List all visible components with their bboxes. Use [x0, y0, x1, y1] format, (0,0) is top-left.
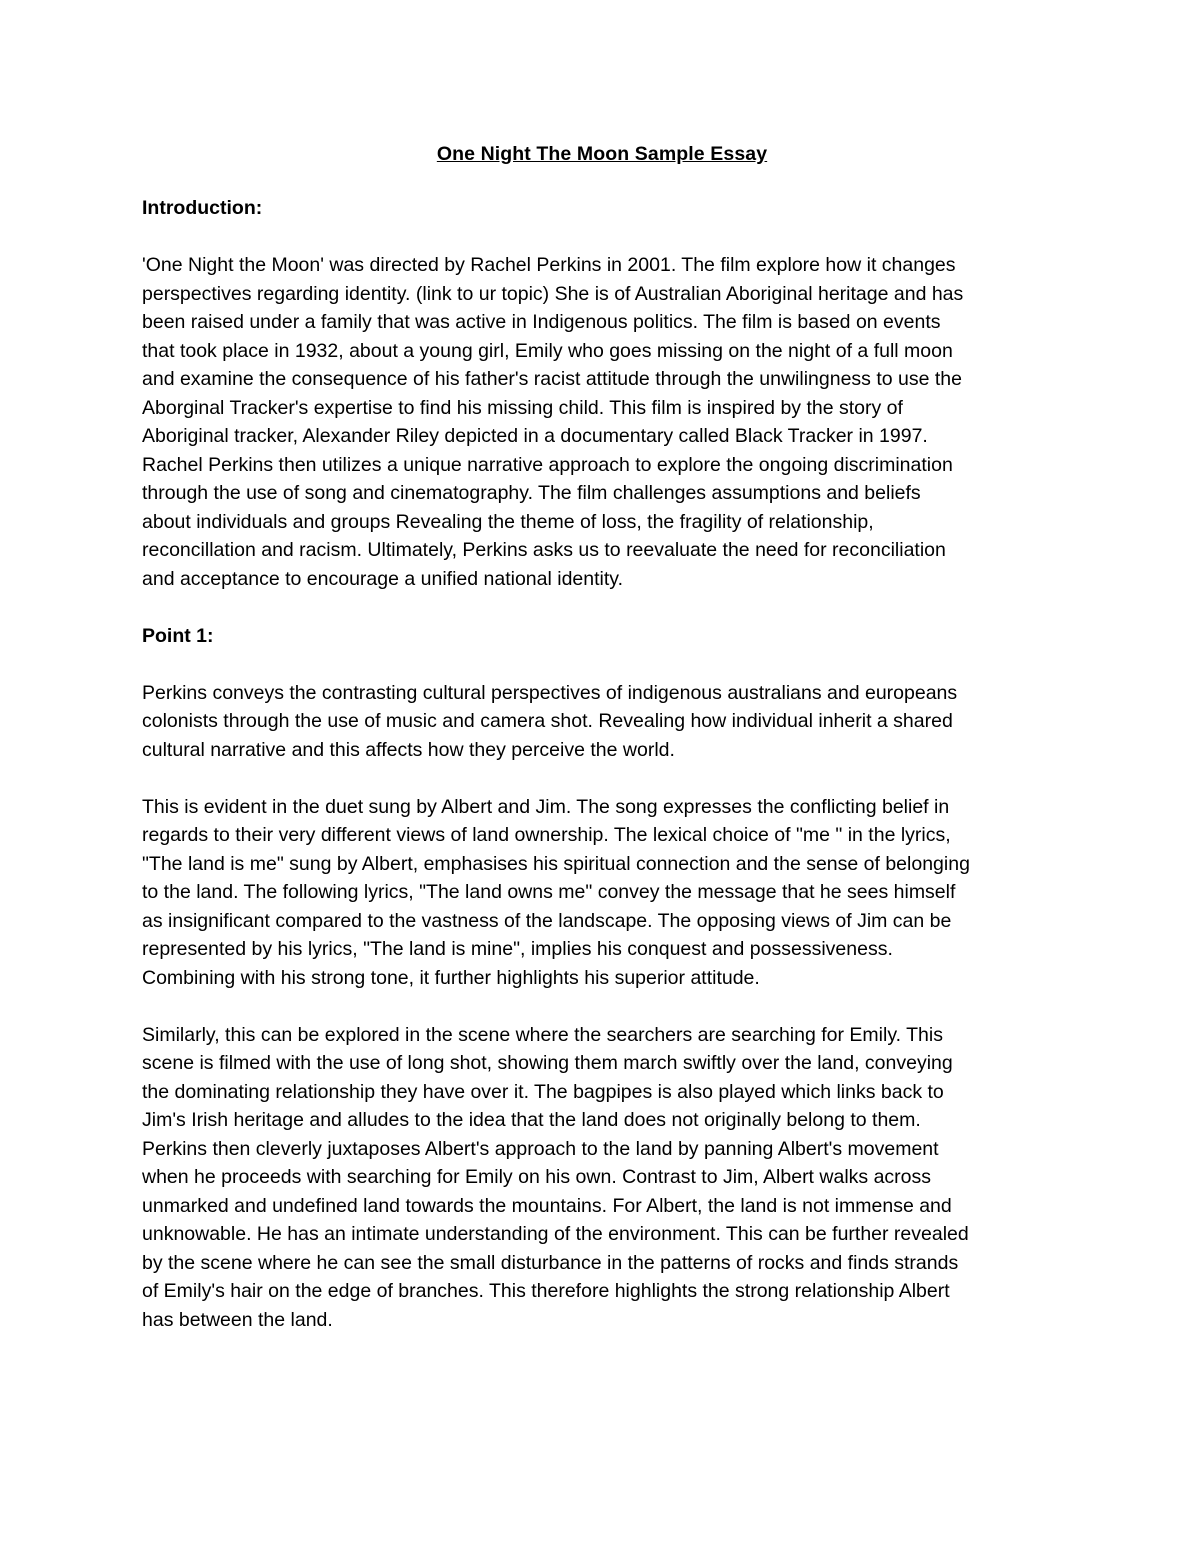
text-line: about individuals and groups Revealing the theme of loss, the fragility of relationship, [142, 510, 874, 533]
text-line: regards to their very different views of land ownership. The lexical choice of "me " in the lyrics, [142, 824, 951, 846]
text-line: reconcillation and racism. Ultimately, Perkins asks us to reevaluate the need for reconciliation [142, 539, 946, 561]
text-line: represented by his lyrics, "The land is mine", implies his conquest and possessiveness. [142, 938, 893, 960]
text-line: cultural narrative and this affects how they perceive the world. [142, 738, 675, 761]
text-line: has between the land. [142, 1308, 333, 1331]
text-line: to the land. The following lyrics, "The land owns me" convey the message that he sees himself [142, 881, 956, 903]
text-line: and acceptance to encourage a unified national identity. [142, 567, 623, 590]
text-line: This is evident in the duet sung by Albert and Jim. The song expresses the conflicting belief in [142, 795, 950, 818]
text-line: Combining with his strong tone, it further highlights his superior attitude. [142, 966, 760, 989]
text-line: perspectives regarding identity. (link to ur topic) She is of Australian Aboriginal heritage and has [142, 282, 964, 305]
text-line: Aborginal Tracker's expertise to find his missing child. This film is inspired by the story of [142, 396, 903, 419]
text-line: the dominating relationship they have over it. The bagpipes is also played which links back to [142, 1080, 944, 1103]
text-line: scene is filmed with the use of long shot, showing them march swiftly over the land, conveying [142, 1052, 953, 1074]
text-line: 'One Night the Moon' was directed by Rachel Perkins in 2001. The film explore how it changes [142, 254, 956, 276]
introduction-paragraph [142, 251, 1062, 593]
text-line: Jim's Irish heritage and alludes to the idea that the land does not originally belong to them. [142, 1109, 921, 1131]
point1-heading: Point 1: [142, 624, 214, 647]
point1-paragraph-2 [142, 793, 1062, 993]
text-line: when he proceeds with searching for Emily on his own. Contrast to Jim, Albert walks across [142, 1166, 932, 1188]
text-line: Perkins conveys the contrasting cultural perspectives of indigenous australians and europeans [142, 681, 958, 704]
text-line: Similarly, this can be explored in the scene where the searchers are searching for Emily. This [142, 1023, 943, 1046]
point1-paragraph-1 [142, 679, 1062, 765]
text-line: that took place in 1932, about a young girl, Emily who goes missing on the night of a full moon [142, 339, 953, 362]
text-line: "The land is me" sung by Albert, emphasises his spiritual connection and the sense of belonging [142, 852, 970, 875]
text-line: unmarked and undefined land towards the mountains. For Albert, the land is not immense and [142, 1194, 952, 1217]
text-line: of Emily's hair on the edge of branches. This therefore highlights the strong relationship Albert [142, 1280, 950, 1302]
text-line: as insignificant compared to the vastness of the landscape. The opposing views of Jim can be [142, 909, 952, 932]
text-line: colonists through the use of music and camera shot. Revealing how individual inherit a shared [142, 710, 953, 732]
text-line: Rachel Perkins then utilizes a unique narrative approach to explore the ongoing discrimination [142, 453, 953, 476]
text-line: and examine the consequence of his father's racist attitude through the unwilingness to use the [142, 368, 962, 390]
text-line: Aboriginal tracker, Alexander Riley depicted in a documentary called Black Tracker in 1997. [142, 425, 928, 447]
text-line: by the scene where he can see the small disturbance in the patterns of rocks and finds strands [142, 1251, 959, 1274]
document-page [142, 140, 1062, 1363]
document-title: One Night The Moon Sample Essay [436, 143, 768, 165]
point1-paragraph-3 [142, 1021, 1062, 1335]
text-line: been raised under a family that was active in Indigenous politics. The film is based on events [142, 311, 941, 333]
text-line: through the use of song and cinematography. The film challenges assumptions and beliefs [142, 482, 921, 504]
introduction-heading: Introduction: [142, 197, 263, 219]
text-line: unknowable. He has an intimate understanding of the environment. This can be further revealed [142, 1223, 969, 1245]
text-line: Perkins then cleverly juxtaposes Albert's approach to the land by panning Albert's movement [142, 1137, 939, 1160]
